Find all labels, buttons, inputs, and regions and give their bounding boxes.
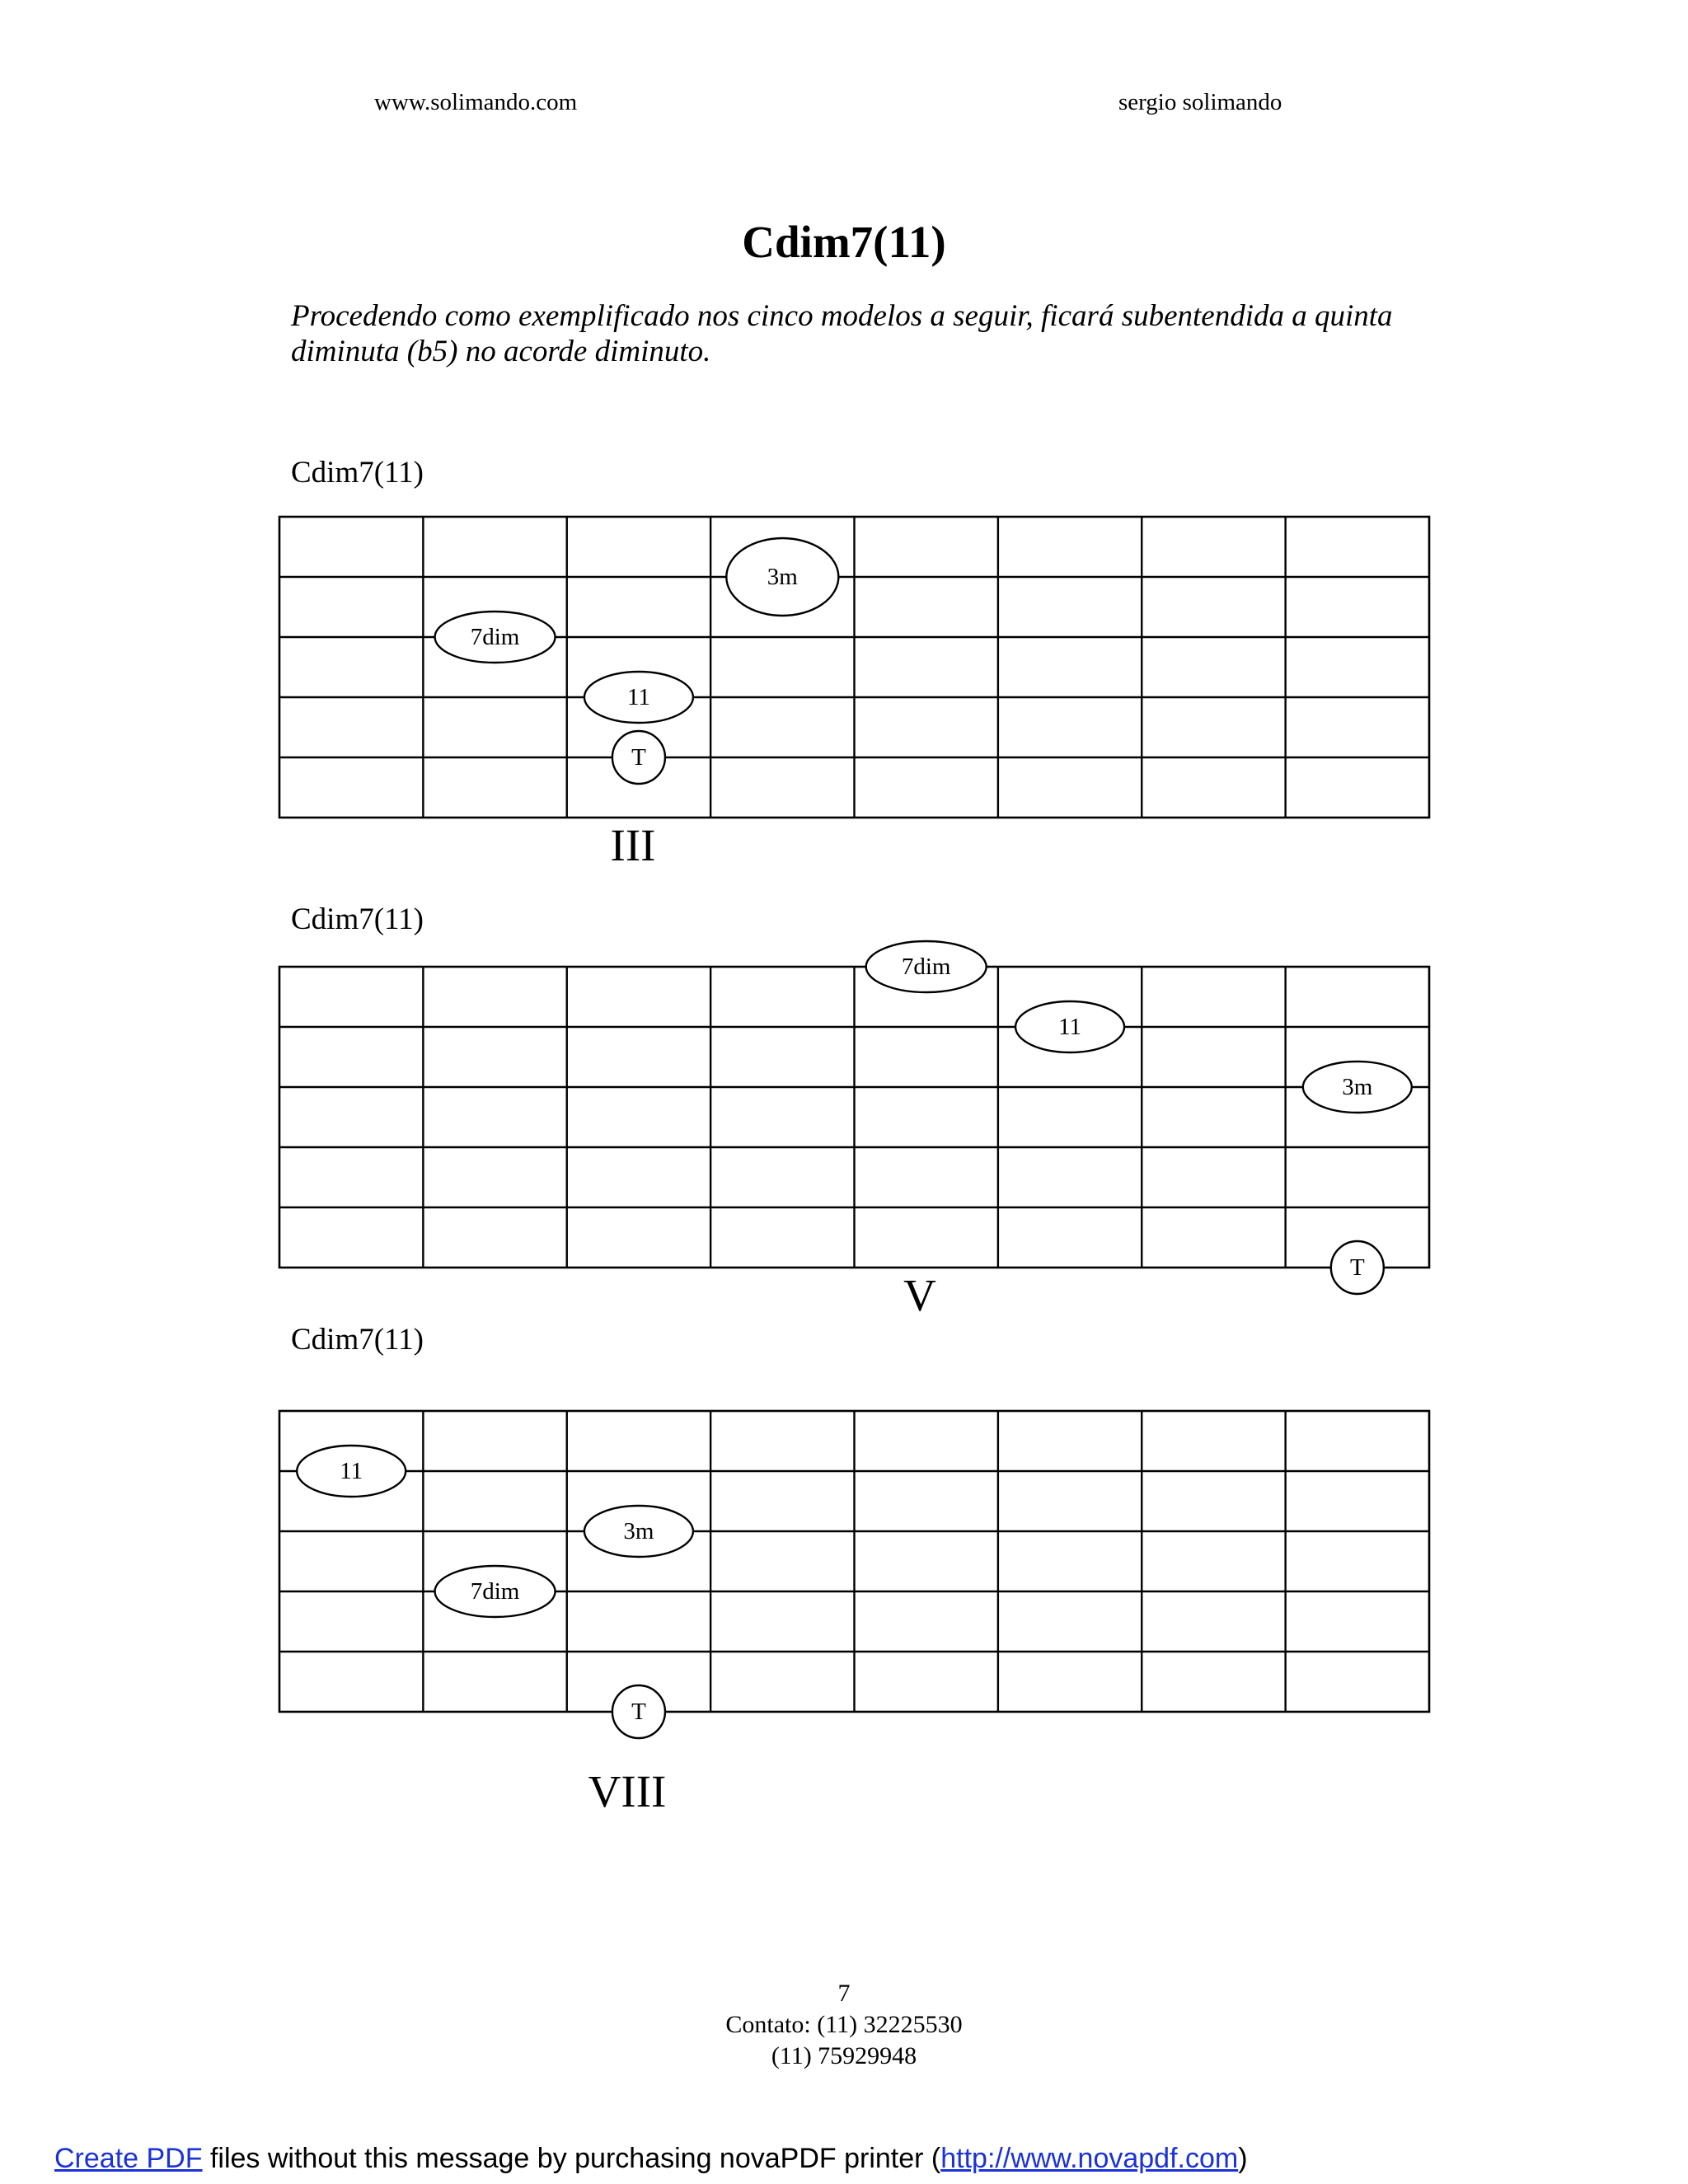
novapdf-banner xyxy=(54,2143,1248,2175)
header-website: www.solimando.com xyxy=(374,89,578,115)
svg-text:11: 11 xyxy=(340,1458,363,1484)
banner-text: files without this message by purchasing novaPDF printer ( xyxy=(202,2143,941,2174)
svg-text:3m: 3m xyxy=(1342,1074,1373,1100)
svg-text:11: 11 xyxy=(626,684,650,710)
svg-text:7dim: 7dim xyxy=(470,624,520,650)
contact-phone: (11) 75929948 xyxy=(771,2042,917,2069)
svg-text:7dim: 7dim xyxy=(470,1578,520,1605)
novapdf-url-link[interactable]: http://www.novapdf.com xyxy=(940,2143,1239,2174)
svg-text:3m: 3m xyxy=(767,564,798,590)
chord-label-1: Cdim7(11) xyxy=(291,456,424,490)
fret-position-label-2: V xyxy=(903,1270,936,1320)
intro-paragraph: Procedendo como exemplificado nos cinco modelos a seguir, ficará subentendida a quinta diminuta (b5) no acorde diminuto. xyxy=(291,299,1393,368)
chord-label-2: Cdim7(11) xyxy=(291,902,424,936)
note-marker-7dim xyxy=(435,1566,556,1617)
contact-line: Contato: (11) 32225530 xyxy=(725,2011,963,2038)
page-number: 7 xyxy=(837,1980,851,2007)
svg-text:3m: 3m xyxy=(623,1518,654,1544)
fret-position-label-3: VIII xyxy=(588,1766,667,1816)
fret-position-label-1: III xyxy=(610,820,656,870)
note-marker-t xyxy=(612,1685,665,1738)
chord-label-3: Cdim7(11) xyxy=(291,1323,424,1357)
svg-text:T: T xyxy=(631,1699,646,1725)
note-marker-11 xyxy=(297,1446,406,1497)
svg-text:T: T xyxy=(1349,1254,1365,1281)
note-marker-3m xyxy=(584,1506,693,1557)
svg-text:7dim: 7dim xyxy=(901,954,951,980)
header-author: sergio solimando xyxy=(1118,89,1282,115)
svg-text:11: 11 xyxy=(1058,1014,1082,1040)
page-title: Cdim7(11) xyxy=(742,217,946,267)
banner-end: ) xyxy=(1238,2143,1248,2174)
svg-text:T: T xyxy=(631,744,646,771)
create-pdf-link[interactable]: Create PDF xyxy=(54,2143,203,2174)
